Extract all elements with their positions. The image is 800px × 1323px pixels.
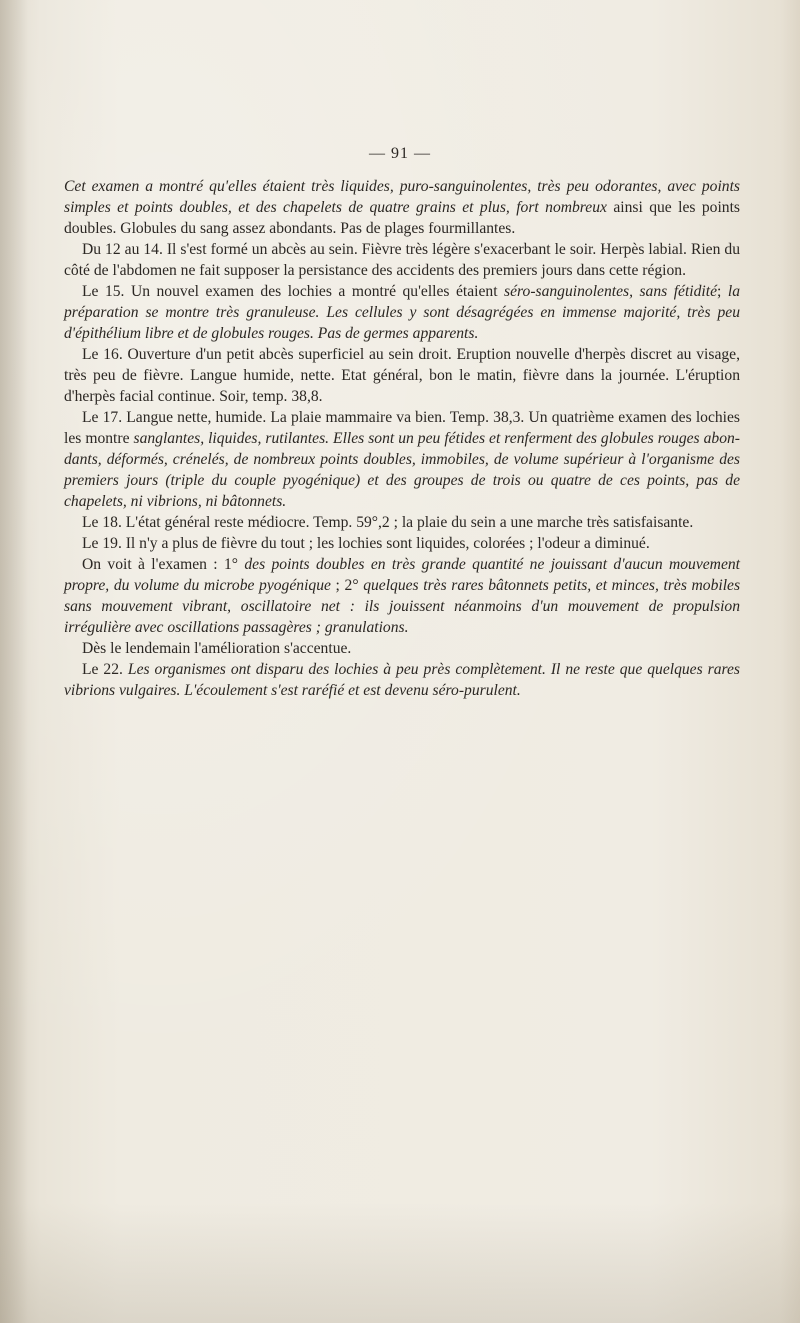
italic-text: séro-sanguinolentes, sans fétidité [504,283,718,300]
paragraph [64,533,740,554]
body-text [64,176,740,701]
page-number: — 91 — [369,145,431,162]
italic-text: Cet examen a montré qu'elles étaient très liquides, puro-sanguinolentes, très peu odorantes, avec points simples et points doubles, et des chapelets de quatre grains et plus, fort nombreux [64,178,740,216]
text-segment: Le 22. [82,661,128,678]
text-segment: On voit à l'examen : 1° [82,556,245,573]
text-segment: Le 17. Langue nette, humide. La plaie mammaire va bien. Temp. 38,3. Un quatrième examen des lochies les montre [64,409,740,447]
text-segment: Le 16. Ouverture d'un petit abcès superficiel au sein droit. Eruption nouvelle d'herpès discret au visage, très peu de fièvre. Langue humide, nette. Etat général, bon le matin, fièvre dans la journée. L'éruption d'herpès facial continue. Soir, temp. 38,8. [64,346,740,405]
text-segment: Du 12 au 14. Il s'est formé un abcès au sein. Fièvre très légère s'exacerbant le soir. Herpès labial. Rien du côté de l'abdomen ne fait supposer la persistance des accidents des premiers jours dans cette région. [64,241,740,279]
paragraph [64,344,740,407]
paragraph [64,554,740,638]
italic-text: quelques très rares bâtonnets petits, et minces, très mobiles sans mouvement vibrant, oscillatoire net : ils jouissent néanmoins d'un mouvement de propulsion irrégulière avec oscillations passagères ; granulations. [64,577,741,636]
paragraph [64,512,740,533]
italic-text: Les organismes ont disparu des lochies à peu près complètement. Il ne reste que quelques rares vibrions vulgaires. L'écoulement s'est raréfié et est devenu séro-purulent. [64,661,740,699]
paragraph [64,407,740,512]
paragraph [64,659,740,701]
text-segment: ainsi que les points doubles. Globules du sang assez abondants. Pas de plages fourmillantes. [64,199,740,237]
text-segment: Le 15. Un nouvel examen des lochies a montré qu'elles étaient [82,283,505,300]
italic-text: sanglantes, liquides, rutilantes. Elles sont un peu fétides et renferment des globules rouges abondants, déformés, crénelés, de nombreux points doubles, immobiles, de volume supérieur à l'organisme des premiers jours (triple du couple pyogénique) et des groupes de trois ou quatre de ces points, pas de chapelets, ni vibrions, ni bâtonnets. [64,430,740,510]
text-segment: ; [717,283,728,300]
text-segment: Dès le lendemain l'amélioration s'accentue. [82,640,352,657]
paragraph [64,638,740,659]
italic-text: des points doubles en très grande quantité ne jouissant d'aucun mouvement propre, du volume du microbe pyogénique [64,556,740,594]
text-segment: Le 18. L'état général reste médiocre. Temp. 59°,2 ; la plaie du sein a une marche très satisfaisante. [82,514,694,531]
paragraph [64,176,740,239]
paragraph [64,281,740,344]
text-segment: Le 19. Il n'y a plus de fièvre du tout ; les lochies sont liquides, colorées ; l'odeur a diminué. [82,535,650,552]
italic-text: la préparation se montre très granuleuse. Les cellules y sont désagrégées en immense majorité, très peu d'épithélium libre et de globules rouges. Pas de germes apparents. [64,283,740,342]
paragraph [64,239,740,281]
text-segment: ; 2° [330,577,364,594]
